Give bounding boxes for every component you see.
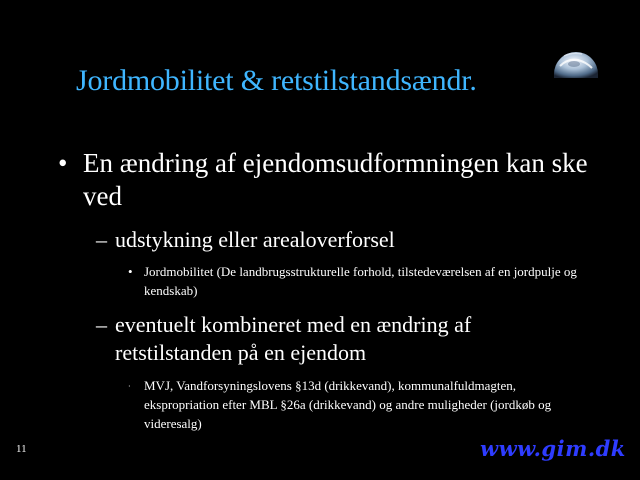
bullet-icon: · <box>128 382 131 391</box>
level3-text: Jordmobilitet (De landbrugsstrukturelle forhold, tilstedeværelsen af en jordpulje og kendskab) <box>144 264 577 298</box>
dash-icon: – <box>96 227 107 252</box>
earth-icon <box>552 44 600 78</box>
level1-bullet <box>58 147 598 213</box>
bullet-icon: • <box>128 264 133 279</box>
level1-text: En ændring af ejendomsudformningen kan ske ved <box>83 148 588 211</box>
level3-text: MVJ, Vandforsyningslovens §13d (drikkevand), kommunalfuldmagten, ekspropriation efter MBL §26a (drikkevand) og andre muligheder (jordkøb og videresalg) <box>144 378 552 431</box>
level2-text: eventuelt kombineret med en ændring af retstilstanden på en ejendom <box>115 312 472 365</box>
site-logo: www.gim.dk <box>480 436 626 461</box>
level3-item <box>128 262 578 300</box>
slide-title: Jordmobilitet & retstilstandsændr. <box>76 64 477 97</box>
dash-icon: – <box>96 312 107 337</box>
level2-item <box>96 226 576 254</box>
level2-text: udstykning eller arealoverforsel <box>115 227 395 252</box>
bullet-icon: • <box>58 148 68 178</box>
level2-item <box>96 311 566 367</box>
page-number: 11 <box>16 443 27 455</box>
level3-item <box>128 376 588 433</box>
